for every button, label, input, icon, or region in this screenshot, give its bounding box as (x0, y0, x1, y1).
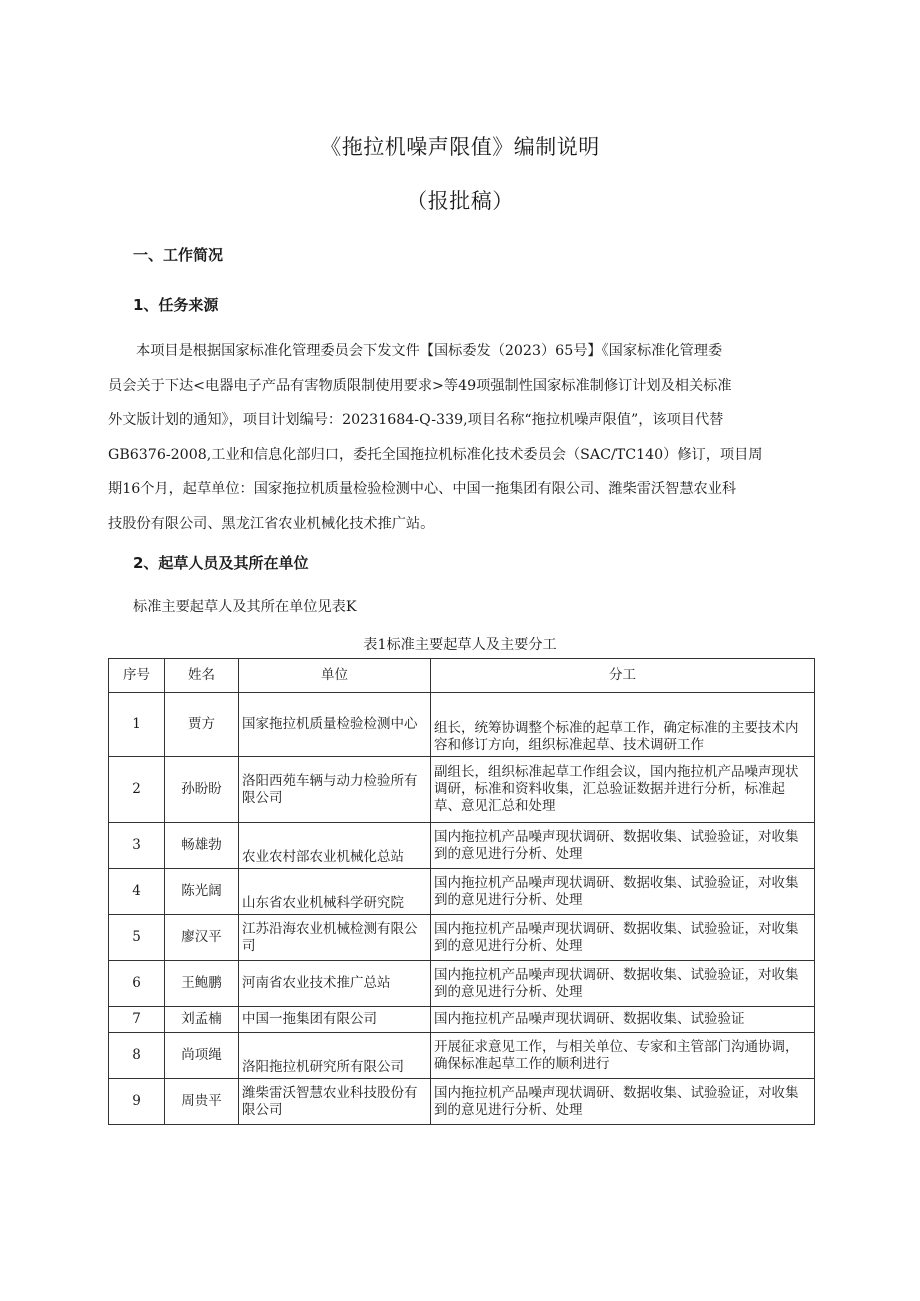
cell-name: 孙盼盼 (165, 757, 239, 823)
paragraph-line: 员会关于下达<电器电子产品有害物质限制使用要求>等49项强制性国家标准制修订计划及相关标准 (108, 377, 732, 394)
paragraph-line: 期16个月，起草单位：国家拖拉机质量检验检测中心、中国一拖集团有限公司、潍柴雷沃智慧农业科 (108, 481, 737, 497)
cell-no: 8 (109, 1033, 165, 1079)
cell-no: 5 (109, 915, 165, 961)
table-row (109, 693, 815, 757)
cell-no: 7 (109, 1007, 165, 1033)
cell-unit: 河南省农业技术推广总站 (239, 961, 431, 1007)
cell-name: 陈光阔 (165, 869, 239, 915)
cell-no: 1 (109, 693, 165, 757)
subsection-heading-task-source: 1、任务来源 (133, 296, 219, 314)
cell-name: 刘孟楠 (165, 1007, 239, 1033)
cell-no: 3 (109, 823, 165, 869)
cell-unit: 潍柴雷沃智慧农业科技股份有限公司 (239, 1079, 431, 1125)
table-row (109, 1079, 815, 1125)
header-no: 序号 (109, 659, 165, 693)
cell-no: 9 (109, 1079, 165, 1125)
cell-unit: 中国一拖集团有限公司 (239, 1007, 431, 1033)
cell-unit: 山东省农业机械科学研究院 (239, 869, 431, 915)
cell-duty: 国内拖拉机产品噪声现状调研、数据收集、试验验证，对收集到的意见进行分析、处理 (431, 869, 815, 915)
cell-duty: 副组长，组织标准起草工作组会议，国内拖拉机产品噪声现状调研，标准和资料收集，汇总验证数据并进行分析，标准起草、意见汇总和处理 (431, 757, 815, 823)
table-row (109, 823, 815, 869)
table-row (109, 915, 815, 961)
paragraph-line: GB6376-2008,工业和信息化部归口，委托全国拖拉机标准化技术委员会（SAC/TC140）修订，项目周 (108, 446, 763, 463)
table-row (109, 961, 815, 1007)
document-title: 《拖拉机噪声限值》编制说明 (320, 135, 600, 159)
cell-name: 王鲍鹏 (165, 961, 239, 1007)
table-row (109, 869, 815, 915)
table-row (109, 1007, 815, 1033)
cell-name: 周贵平 (165, 1079, 239, 1125)
table-header-row (109, 659, 815, 693)
paragraph-line: 本项目是根据国家标准化管理委员会下发文件【国标委发（2023）65号】《国家标准化管理委 (136, 343, 723, 359)
header-name: 姓名 (165, 659, 239, 693)
cell-duty: 国内拖拉机产品噪声现状调研、数据收集、试验验证 (431, 1007, 815, 1033)
drafters-table (108, 658, 815, 1125)
cell-unit: 农业农村部农业机械化总站 (239, 823, 431, 869)
table-row (109, 757, 815, 823)
cell-no: 4 (109, 869, 165, 915)
cell-unit: 洛阳拖拉机研究所有限公司 (239, 1033, 431, 1079)
cell-duty: 国内拖拉机产品噪声现状调研、数据收集、试验验证，对收集到的意见进行分析、处理 (431, 915, 815, 961)
task-source-paragraph (108, 334, 814, 541)
paragraph-line: 技股份有限公司、黑龙江省农业机械化技术推广站。 (108, 515, 435, 532)
document-subtitle: （报批稿） (406, 189, 514, 213)
cell-name: 贾方 (165, 693, 239, 757)
subsection-heading-drafters: 2、起草人员及其所在单位 (133, 554, 309, 572)
cell-name: 廖汉平 (165, 915, 239, 961)
cell-duty: 国内拖拉机产品噪声现状调研、数据收集、试验验证，对收集到的意见进行分析、处理 (431, 823, 815, 869)
cell-duty: 国内拖拉机产品噪声现状调研、数据收集、试验验证，对收集到的意见进行分析、处理 (431, 1079, 815, 1125)
cell-name: 畅雄勃 (165, 823, 239, 869)
table-intro-text: 标准主要起草人及其所在单位见表K (133, 599, 357, 615)
table-caption: 表1标准主要起草人及主要分工 (363, 637, 557, 653)
cell-no: 6 (109, 961, 165, 1007)
cell-unit: 国家拖拉机质量检验检测中心 (239, 693, 431, 757)
cell-unit: 江苏沿海农业机械检测有限公司 (239, 915, 431, 961)
cell-duty: 国内拖拉机产品噪声现状调研、数据收集、试验验证，对收集到的意见进行分析、处理 (431, 961, 815, 1007)
section-heading-work-overview: 一、工作简况 (133, 246, 224, 264)
header-unit: 单位 (239, 659, 431, 693)
cell-duty: 组长，统筹协调整个标准的起草工作，确定标准的主要技术内容和修订方向，组织标准起草、技术调研工作 (431, 693, 815, 757)
table-row (109, 1033, 815, 1079)
cell-name: 尚项绳 (165, 1033, 239, 1079)
cell-duty: 开展征求意见工作，与相关单位、专家和主管部门沟通协调，确保标准起草工作的顺利进行 (431, 1033, 815, 1079)
header-duty: 分工 (431, 659, 815, 693)
cell-unit: 洛阳西苑车辆与动力检验所有限公司 (239, 757, 431, 823)
cell-no: 2 (109, 757, 165, 823)
paragraph-line: 外文版计划的通知》，项目计划编号：20231684-Q-339,项目名称“拖拉机噪声限值”，该项目代替 (108, 412, 724, 428)
